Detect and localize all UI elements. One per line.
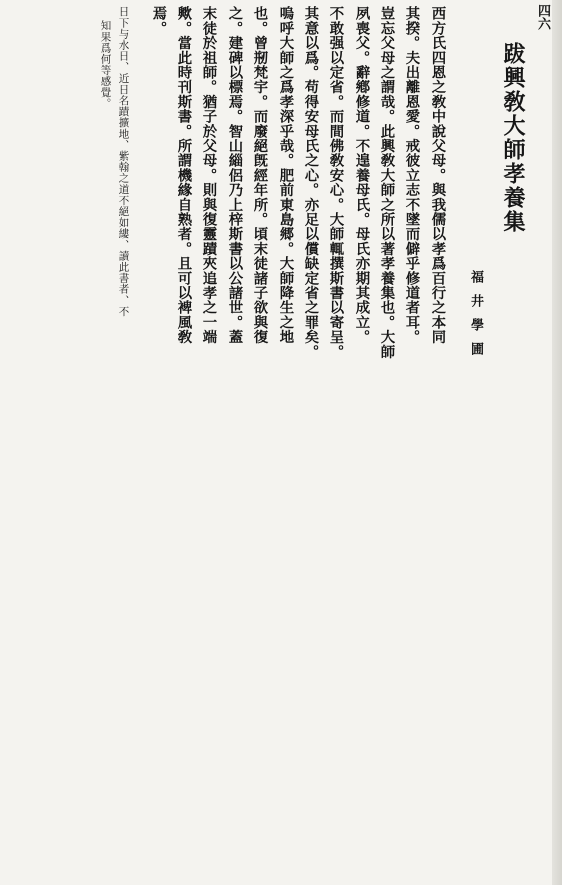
essay-line: 歟。當此時刊斯書。所謂機緣自熟者。且可以裨風敎 xyxy=(175,6,193,345)
page-number: 四六 xyxy=(535,4,550,30)
poem-area xyxy=(0,468,300,885)
essay-note: 知果爲何等感覺。 xyxy=(99,20,112,109)
essay-line: 夙喪父。辭鄕修道。不遑養母氏。母氏亦期其成立。 xyxy=(353,6,371,345)
essay-line: 之。建碑以標焉。智山緇侶乃上梓斯書以公諸世。蓋 xyxy=(226,6,244,345)
page-edge xyxy=(552,0,562,885)
essay-line: 焉。 xyxy=(150,6,168,36)
essay-author: 福井學圃 xyxy=(468,270,483,366)
essay-line: 其意以爲。苟得安母氏之心。亦足以償缺定省之罪矣。 xyxy=(302,6,320,359)
essay-line: 也。曾剏梵宇。而廢絕旣經年所。頃末徒諸子欲與復 xyxy=(251,6,269,345)
essay-line: 其揆。夫出離恩愛。戒彼立志不墜而僻乎修道者耳。 xyxy=(403,6,421,345)
essay-line: 不敢强以定省。而間佛敎安心。大師輒撰斯書以寄呈。 xyxy=(327,6,345,359)
essay-line: 西方氏四恩之敎中說父母。與我儒以孝爲百行之本同 xyxy=(429,6,447,345)
essay-line: 末徒於祖師。猶子於父母。則與復靈蹟夾追孝之一端 xyxy=(200,6,218,345)
essay-line: 嗚呼大師之爲孝深乎哉。肥前東島郷。大師降生之地 xyxy=(277,6,295,345)
essay-title: 跋興敎大師孝養集 xyxy=(500,42,526,234)
essay-note: 日下与水日、近日名蹟擴地、紫翰之道不絕如縷、讀此書者、不 xyxy=(117,6,130,317)
essay-line: 豈忘父母之謂哉。此興敎大師之所以著孝養集也。大師 xyxy=(378,6,396,359)
